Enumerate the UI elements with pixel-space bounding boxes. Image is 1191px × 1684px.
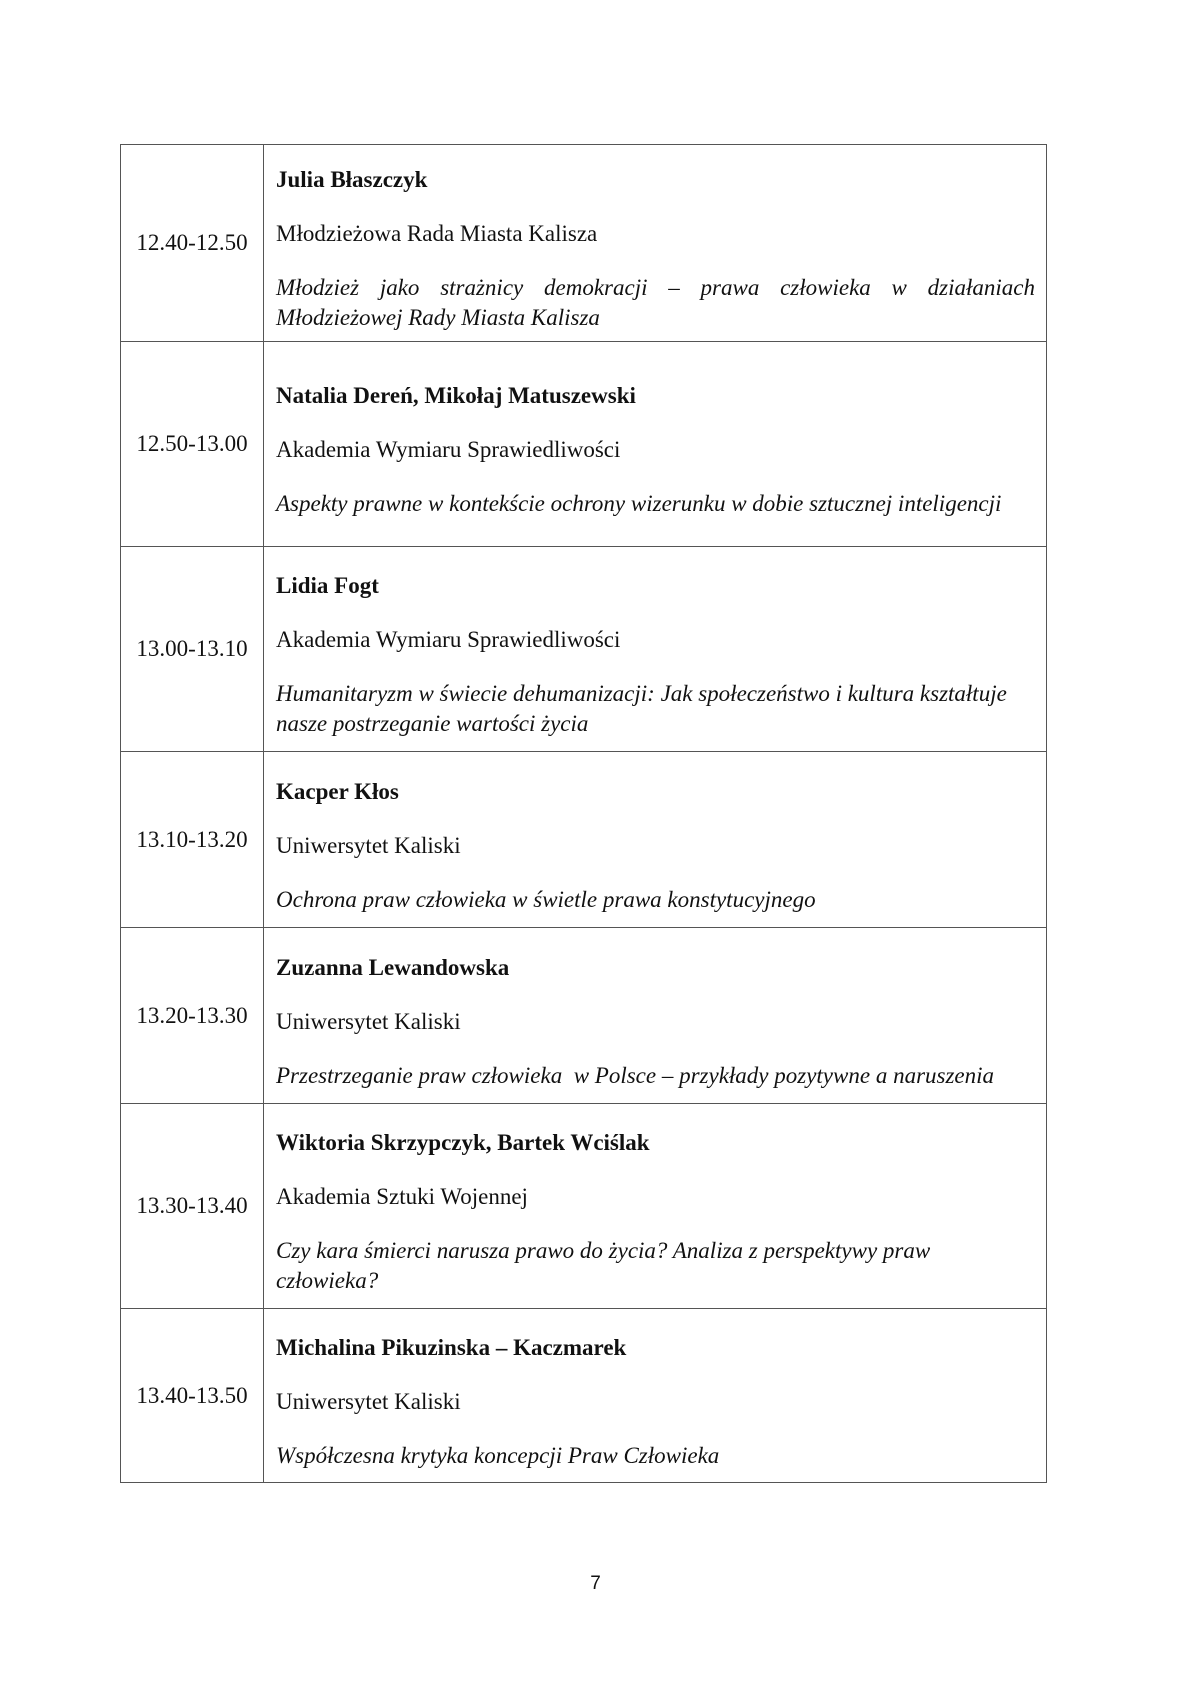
institution-name: Akademia Sztuki Wojennej [276, 1184, 528, 1209]
time-slot: 13.40-13.50 [121, 1309, 264, 1483]
table-row [121, 547, 1047, 752]
schedule-table [120, 144, 1047, 1483]
institution-name: Uniwersytet Kaliski [276, 1388, 461, 1414]
presenter-name: Julia Błaszczyk [276, 167, 428, 192]
table-row [121, 1104, 1047, 1309]
table-row [121, 342, 1047, 547]
time-slot: 12.40-12.50 [121, 145, 264, 342]
session-details [264, 928, 1047, 1104]
institution-name: Młodzieżowa Rada Miasta Kalisza [276, 221, 598, 246]
institution-name: Uniwersytet Kaliski [276, 832, 461, 858]
institution-name: Akademia Wymiaru Sprawiedliwości [276, 437, 621, 462]
presenter-name: Zuzanna Lewandowska [276, 954, 510, 980]
presentation-title: Humanitaryzm w świecie dehumanizacji: Jak społeczeństwo i kultura kształtuje nasze postrzeganie wartości życia [276, 681, 1007, 736]
session-details [264, 342, 1047, 547]
presentation-title: Młodzież jako strażnicy demokracji – prawa człowieka w działaniach Młodzieżowej Rady Miasta Kalisza [276, 275, 1035, 330]
presenter-name: Kacper Kłos [276, 778, 399, 804]
session-details [264, 1104, 1047, 1309]
presentation-title: Współczesna krytyka koncepcji Praw Człowieka [276, 1442, 720, 1468]
institution-name: Uniwersytet Kaliski [276, 1008, 461, 1034]
table-row [121, 928, 1047, 1104]
session-details [264, 752, 1047, 928]
presenter-name: Natalia Dereń, Mikołaj Matuszewski [276, 383, 636, 408]
table-row [121, 145, 1047, 342]
presenter-name: Lidia Fogt [276, 573, 379, 598]
table-row [121, 752, 1047, 928]
session-details [264, 547, 1047, 752]
presenter-name: Wiktoria Skrzypczyk, Bartek Wciślak [276, 1130, 650, 1155]
presentation-title: Czy kara śmierci narusza prawo do życia? Analiza z perspektywy praw człowieka? [276, 1238, 931, 1293]
presentation-title: Ochrona praw człowieka w świetle prawa konstytucyjnego [276, 886, 816, 912]
session-details [264, 1309, 1047, 1483]
page-number: 7 [590, 1573, 601, 1594]
presentation-title: Przestrzeganie praw człowieka w Polsce – przykłady pozytywne a naruszenia [276, 1062, 995, 1088]
time-slot: 13.20-13.30 [121, 928, 264, 1104]
presenter-name: Michalina Pikuzinska – Kaczmarek [276, 1334, 627, 1360]
institution-name: Akademia Wymiaru Sprawiedliwości [276, 627, 621, 652]
time-slot: 13.10-13.20 [121, 752, 264, 928]
time-slot: 13.00-13.10 [121, 547, 264, 752]
table-row [121, 1309, 1047, 1483]
time-slot: 12.50-13.00 [121, 342, 264, 547]
time-slot: 13.30-13.40 [121, 1104, 264, 1309]
presentation-title: Aspekty prawne w kontekście ochrony wizerunku w dobie sztucznej inteligencji [276, 491, 1002, 516]
session-details [264, 145, 1047, 342]
